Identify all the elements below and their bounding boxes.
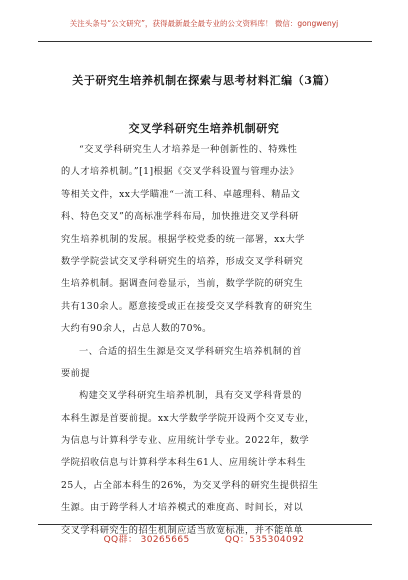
body-line: 科、特色交叉”的高标准学科布局，加快推进交叉学科研 [61, 211, 299, 223]
body-line: 生源。由于跨学科人才培养模式的难度高、时间长，对以 [61, 502, 304, 514]
footer [0, 532, 408, 545]
body-line: 学院招收信息与计算科学本科生61人、应用统计学本科生 [61, 457, 307, 469]
body-line: 等相关文件，xx大学瞄准“一流工科、卓越理科、精品文 [61, 188, 301, 200]
section-title: 交叉学科研究生培养机制研究 [128, 122, 280, 135]
header-note: 关注头条号“公文研究”，获得最新最全最专业的公文资料库！ 微信：gongwenyj [69, 19, 339, 28]
document-body [61, 139, 351, 542]
body-line: 共有130余人。愿意接受或正在接受交叉学科教育的研究生 [61, 300, 313, 312]
body-line: 生培养机制。据调查问卷显示，当前，数学学院的研究生 [61, 278, 304, 290]
footer-qq: QQ：535304092 [224, 535, 305, 545]
body-line: “交叉学科研究生人才培养是一种创新性的、特殊性 [79, 144, 298, 155]
footer-divider [38, 524, 372, 525]
footer-qq-group: QQ群： 30265665 [103, 535, 190, 545]
body-line: 的人才培养机制。”[1]根据《交叉学科设置与管理办法》 [61, 166, 299, 178]
body-line: 大约有90余人，占总人数的70%。 [61, 323, 212, 335]
body-line: 构建交叉学科研究生培养机制，具有交叉学科背景的 [79, 390, 302, 402]
body-line: 交叉学科研究生的招生机制应适当放宽标准，并不能单单 [61, 524, 304, 536]
document-title: 关于研究生培养机制在探索与思考材料汇编（3篇） [72, 74, 336, 87]
body-line: 一、合适的招生生源是交叉学科研究生培养机制的首 [79, 345, 302, 357]
body-line: 究生培养机制的发展。根据学校党委的统一部署，xx大学 [61, 233, 305, 245]
body-line: 为信息与计算科学专业、应用统计学专业。2022年，数学 [61, 435, 310, 447]
body-line: 要前提 [61, 367, 91, 379]
header-divider [38, 41, 372, 42]
body-line: 本科生源是首要前提。xx大学数学学院开设两个交叉专业， [61, 412, 315, 424]
body-line: 数学学院尝试交叉学科研究生的培养，形成交叉学科研究 [61, 255, 304, 267]
body-line: 25人，占全部本科生的26%，为交叉学科的研究生提供招生 [61, 479, 319, 491]
